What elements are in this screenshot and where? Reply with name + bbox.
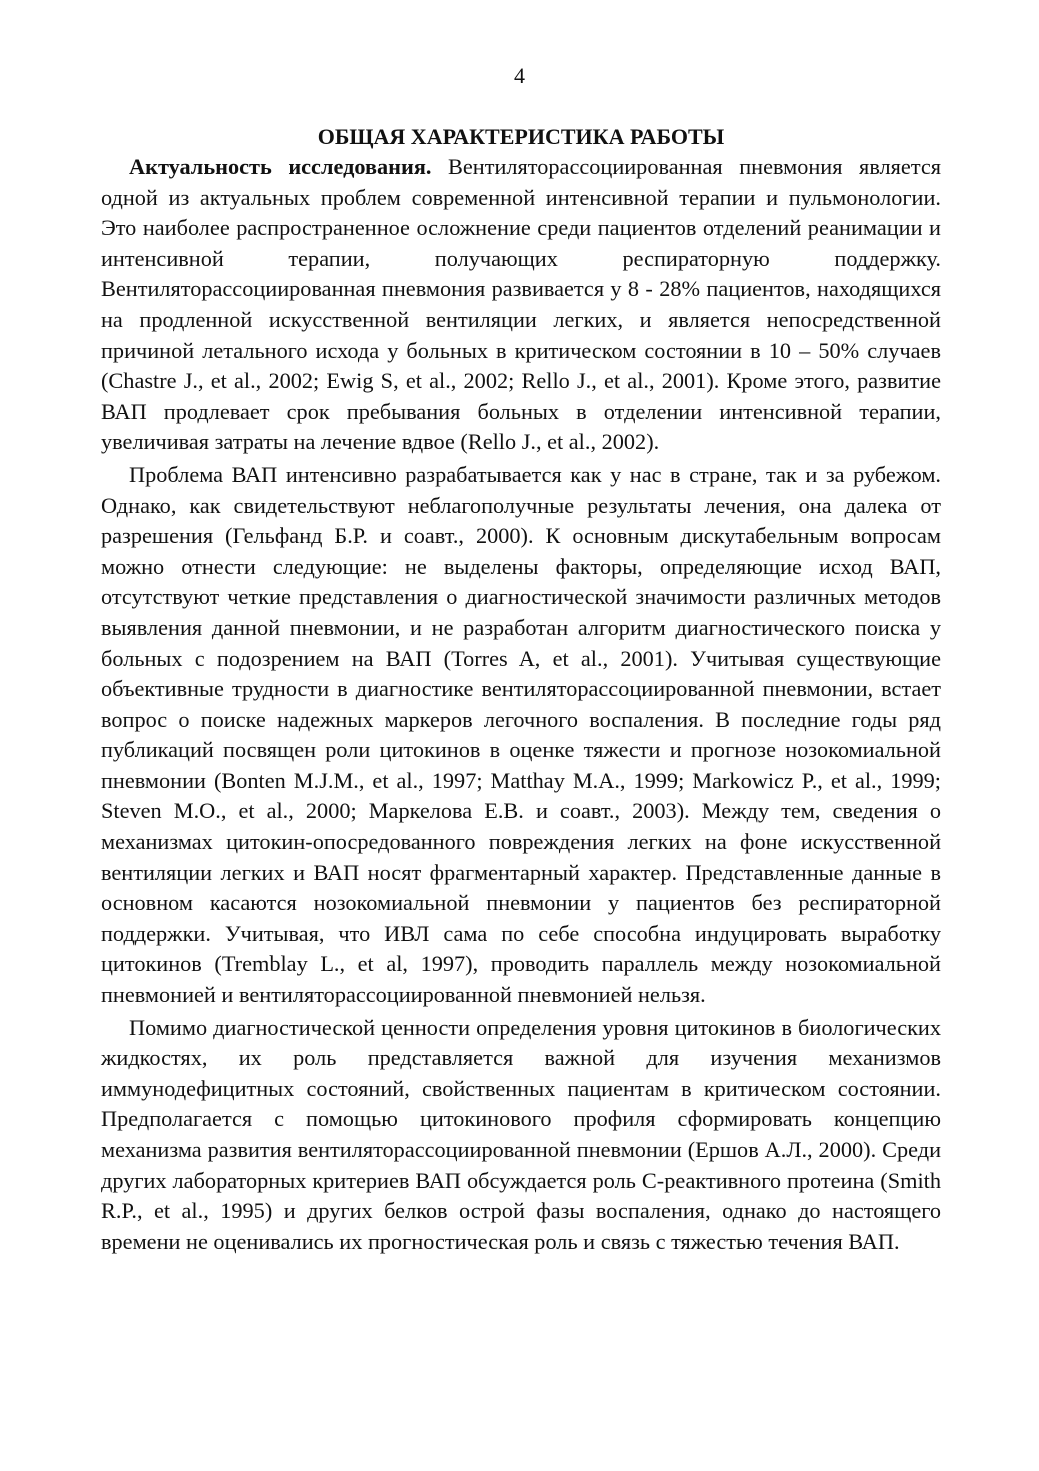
paragraph-text: Проблема ВАП интенсивно разрабатывается как у нас в стране, так и за рубежом. Однако, как свидетельствуют неблагополучные результаты лечения, она далека от разрешения (Гельфанд Б.Р. и соавт., 2000). К основным дискутабельным вопросам можно отнести следующие: не выделены факторы, определяющие исход ВАП, отсутствуют четкие представления о диагностической значимости различных методов выявления данной пневмонии, и не разработан алгоритм диагностического поиска у больных с подозрением на ВАП (Torres A, et al., 2001). Учитывая существующие объективные трудности в диагностике вентиляторассоциированной пневмонии, встает вопрос о поиске надежных маркеров легочного воспаления. В последние годы ряд публикаций посвящен роли цитокинов в оценке тяжести и прогнозе нозокомиальной пневмонии (Bonten M.J.M., et al., 1997; Matthay M.A., 1999; Markowicz P., et al., 1999; Steven M.O., et al., 2000; Маркелова Е.В. и соавт., 2003). Между тем, сведения о механизмах цитокин-опосредованного повреждения легких на фоне искусственной вентиляции легких и ВАП носят фрагментарный характер. Представленные данные в основном касаются нозокомиальной пневмонии у пациентов без респираторной поддержки. Учитывая, что ИВЛ сама по себе способна индуцировать выработку цитокинов (Tremblay L., et al, 1997), проводить параллель между нозокомиальной пневмонией и вентиляторассоциированной пневмонией нельзя. xyxy=(101,461,941,1008)
paragraph-text: Помимо диагностической ценности определения уровня цитокинов в биологических жидкостях, их роль представляется важной для изучения механизмов иммунодефицитных состояний, свойственных пациентам в критическом состоянии. Предполагается с помощью цитокинового профиля сформировать концепцию механизма развития вентиляторассоциированной пневмонии (Ершов А.Л., 2000). Среди других лабораторных критериев ВАП обсуждается роль С-реактивного протеина (Smith R.P., et al., 1995) и других белков острой фазы воспаления, однако до настоящего времени не оценивались их прогностическая роль и связь с тяжестью течения ВАП. xyxy=(101,1014,941,1254)
page-content xyxy=(101,122,941,1257)
paragraph-relevance xyxy=(101,152,941,458)
paragraph-text: Вентиляторассоциированная пневмония является одной из актуальных проблем современной интенсивной терапии и пульмонологии. Это наиболее распространенное осложнение среди пациентов отделений реанимации и интенсивной терапии, получающих респираторную поддержку. Вентиляторассоциированная пневмония развивается у 8 - 28% пациентов, находящихся на продленной искусственной вентиляции легких, и является непосредственной причиной летального исхода у больных в критическом состоянии в 10 – 50% случаев (Chastre J., et al., 2002; Ewig S, et al., 2002; Rello J., et al., 2001). Кроме этого, развитие ВАП продлевает срок пребывания больных в отделении интенсивной терапии, увеличивая затраты на лечение вдвое (Rello J., et al., 2002). xyxy=(101,154,941,455)
paragraph-lead: Актуальность исследования. xyxy=(129,154,432,179)
paragraph-cytokines xyxy=(101,1013,941,1258)
section-heading: ОБЩАЯ ХАРАКТЕРИСТИКА РАБОТЫ xyxy=(317,124,725,149)
page-number: 4 xyxy=(514,63,525,88)
paragraph-problem xyxy=(101,460,941,1011)
